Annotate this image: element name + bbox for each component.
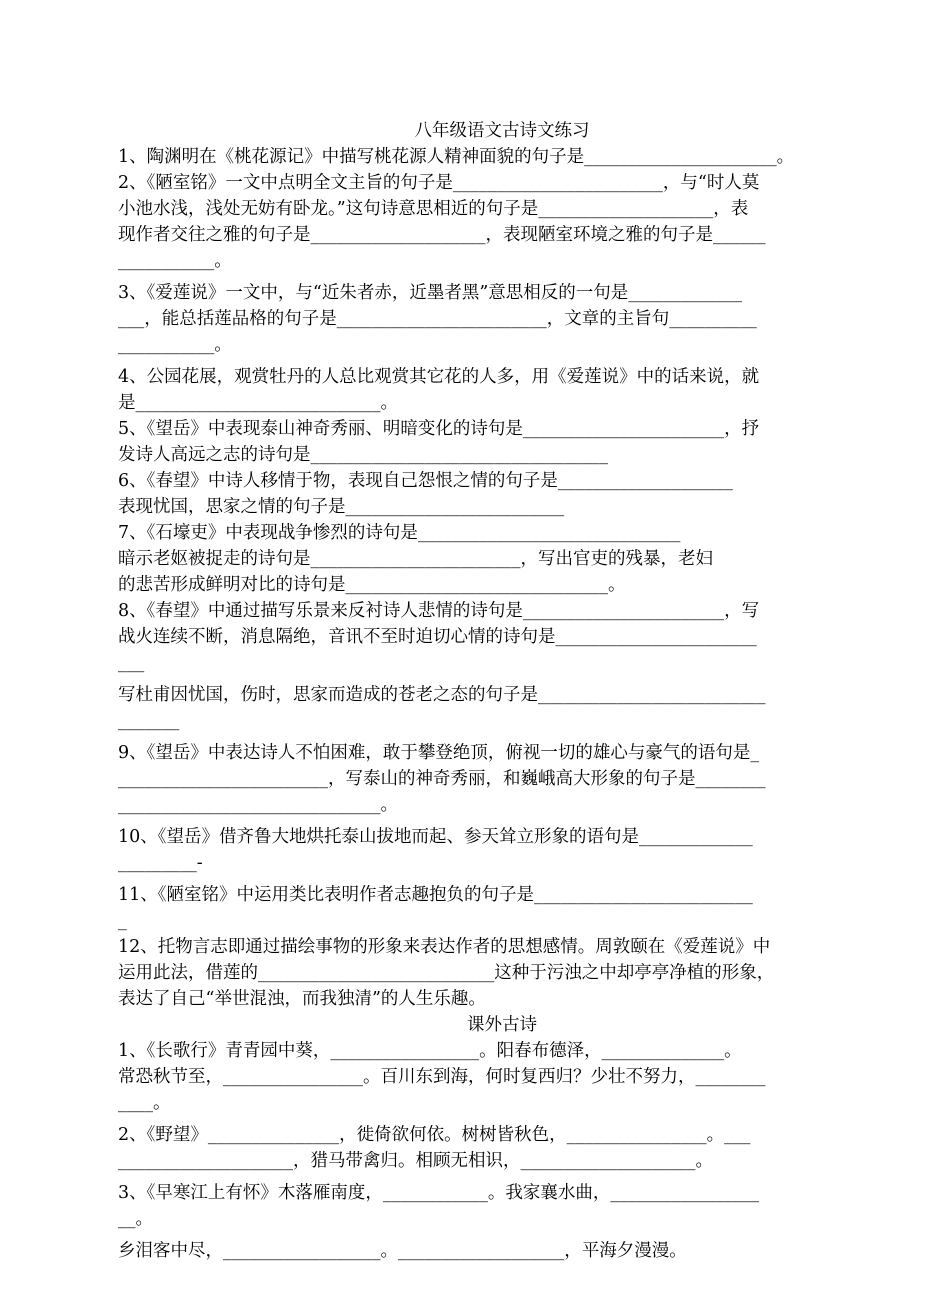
question-line: ______________________________。 bbox=[118, 795, 398, 815]
question-line: 暗示老妪被捉走的诗句是________________________，写出官吏的残暴，老妇 bbox=[118, 549, 713, 569]
question-line: 1、陶渊明在《桃花源记》中描写桃花源人精神面貌的句子是______________________。 bbox=[118, 147, 795, 167]
question-line: ________________________，写泰山的神奇秀丽，和巍峨高大形象的句子是________ bbox=[118, 769, 766, 789]
question-line: 3、《爱莲说》一文中，与“近朱者赤，近墨者黑”意思相反的一句是_____________ bbox=[118, 283, 743, 303]
question-line: 表达了自己“举世混浊，而我独清”的人生乐趣。 bbox=[118, 989, 486, 1009]
question-line: 战火连续不断，消息隔绝，音讯不至时迫切心情的诗句是_______________________ bbox=[118, 627, 757, 647]
poem-line: ____。 bbox=[118, 1093, 171, 1113]
poem-line: 3、《早寒江上有怀》木落雁南度，____________。我家襄水曲，_________________ bbox=[118, 1183, 760, 1203]
question-line: 11、《陋室铭》中运用类比表明作者志趣抱负的句子是_________________________ bbox=[118, 885, 753, 905]
question-line: 12、托物言志即通过描绘事物的形象来表达作者的思想感情。周敦颐在《爱莲说》中 bbox=[118, 937, 771, 957]
poem-line: 乡泪客中尽，__________________。___________________，平海夕漫漫。 bbox=[118, 1241, 687, 1261]
question-line: 5、《望岳》中表现泰山神奇秀丽、明暗变化的诗句是_______________________，抒 bbox=[118, 419, 760, 439]
question-line: _________- bbox=[118, 853, 203, 873]
question-line: ___________。 bbox=[118, 251, 232, 271]
worksheet-page bbox=[118, 118, 886, 1264]
question-line: _______ bbox=[118, 711, 180, 731]
poem-line: 2、《野望》_______________，徙倚欲何依。树树皆秋色，________________。___ bbox=[118, 1125, 751, 1145]
question-line: 2、《陋室铭》一文中点明全文主旨的句子是________________________，与“时人莫 bbox=[118, 173, 760, 193]
poem-line: __。 bbox=[118, 1209, 153, 1229]
poem-line: 1、《长歌行》青青园中葵，_________________。阳春布德泽，______________。 bbox=[118, 1041, 742, 1061]
question-line: _ bbox=[118, 911, 127, 931]
question-line: 10、《望岳》借齐鲁大地烘托泰山拔地而起、参天耸立形象的语句是_____________ bbox=[118, 827, 753, 847]
poem-line: ____________________，猎马带禽归。相顾无相识，____________________。 bbox=[118, 1151, 713, 1171]
question-line: ___________。 bbox=[118, 335, 232, 355]
question-line: 是____________________________。 bbox=[118, 393, 398, 413]
question-line: 写杜甫因忧国，伤时，思家而造成的苍老之态的句子是__________________________ bbox=[118, 685, 766, 705]
poem-line: 常恐秋节至，________________。百川东到海，何时复西归？少壮不努力，________ bbox=[118, 1067, 766, 1087]
question-line: 7、《石壕吏》中表现战争惨烈的诗句是______________________________ bbox=[118, 523, 681, 543]
question-line: ___，能总括莲品格的句子是________________________，文章的主旨句__________ bbox=[118, 309, 757, 329]
question-line: 小池水浅，浅处无妨有卧龙。”这句诗意思相近的句子是____________________，表 bbox=[118, 199, 749, 219]
section-title: 课外古诗 bbox=[467, 1015, 537, 1035]
question-line: ___ bbox=[118, 653, 145, 673]
page-title: 八年级语文古诗文练习 bbox=[414, 121, 590, 141]
question-line: 6、《春望》中诗人移情于物，表现自己怨恨之情的句子是____________________ bbox=[118, 471, 733, 491]
question-line: 8、《春望》中通过描写乐景来反衬诗人悲情的诗句是_______________________，写 bbox=[118, 601, 760, 621]
question-line: 9、《望岳》中表达诗人不怕困难，敢于攀登绝顶，俯视一切的雄心与豪气的语句是_ bbox=[118, 743, 760, 763]
question-line: 4、公园花展，观赏牡丹的人总比观赏其它花的人多，用《爱莲说》中的话来说，就 bbox=[118, 367, 760, 387]
question-line: 运用此法，借莲的___________________________这种于污浊之中却亭亭净植的形象， bbox=[118, 963, 775, 983]
question-line: 表现忧国，思家之情的句子是_________________________ bbox=[118, 497, 565, 517]
question-line: 的悲苦形成鲜明对比的诗句是______________________________。 bbox=[118, 575, 626, 595]
question-line: 现作者交往之雅的句子是____________________，表现陋室环境之雅的句子是______ bbox=[118, 225, 766, 245]
question-line: 发诗人高远之志的诗句是__________________________________ bbox=[118, 445, 608, 465]
